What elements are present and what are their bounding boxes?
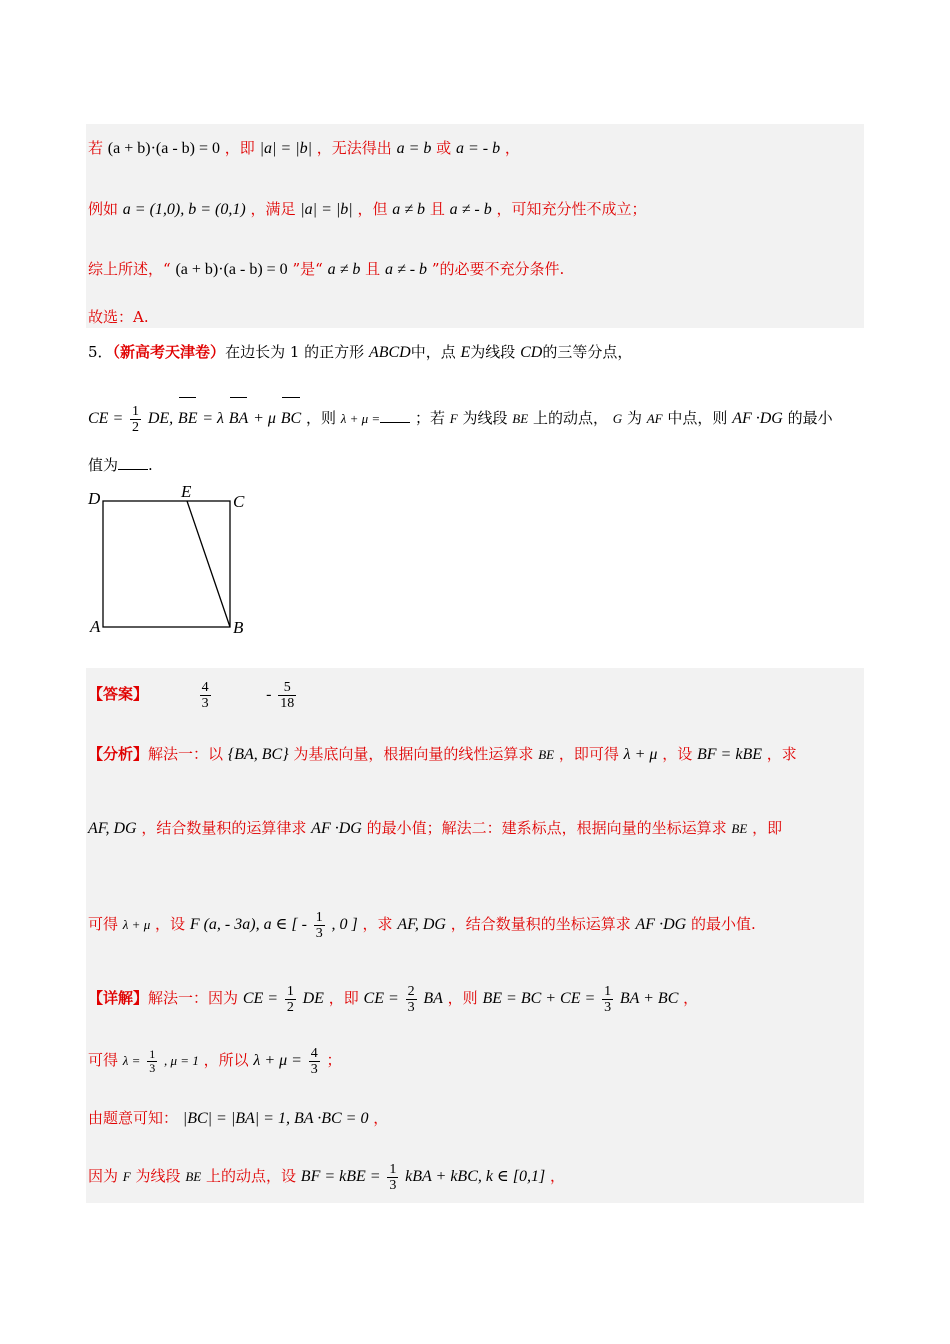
label-d: D bbox=[88, 489, 101, 508]
question-line-1: 5．（新高考天津卷）在边长为 1 的正方形 ABCD中，点 E为线段 CD的三等分点， bbox=[88, 343, 633, 361]
label-b: B bbox=[233, 618, 244, 637]
detail-line-1: 【详解】解法一：因为 CE = $\frac{1}{2}$ DE ，即 CE = $\frac{2}{3}$ BA ，则 BE = BC + CE = $\frac{1}{3}$ BA + BC ， bbox=[88, 983, 699, 1015]
label-a: A bbox=[90, 617, 101, 636]
label-e: E bbox=[181, 482, 192, 501]
fraction-one-third: $\frac{1}{3}$ bbox=[315, 909, 323, 941]
answer-label: 【答案】 bbox=[88, 685, 149, 703]
solution-line-4: 故选：A. bbox=[88, 308, 149, 326]
detail-label: 【详解】 bbox=[88, 989, 149, 1007]
solution-line-3: 综上所述，“ (a + b)·(a - b) = 0 ”是“ a ≠ b 且 a ≠ - b ”的必要不充分条件. bbox=[88, 260, 565, 278]
analysis-line-3: 可得 λ + μ ，设 F (a, - 3a), a ∈ [ - $\frac{1}{3}$ , 0 ] ，求 AF, DG ，结合数量积的坐标运算求 AF ·DG 的最小值. bbox=[88, 909, 756, 941]
answer-1: $\frac{4}{3}$ bbox=[201, 679, 209, 711]
square-figure bbox=[80, 480, 260, 640]
segment-eb bbox=[187, 501, 230, 627]
solution-line-1: 若 (a + b)·(a - b) = 0 ，即 |a| = |b| ，无法得出 a = b 或 a = - b ， bbox=[88, 139, 520, 157]
question-line-2: CE = $\frac{1}{2}$ DE, BE = λ BA + μ BC ，则 λ + μ = ；若 F 为线段 BE 上的动点， G 为 AF 中点，则 AF ·DG 的最小 bbox=[88, 400, 833, 440]
analysis-label: 【分析】 bbox=[88, 745, 149, 763]
fraction-half: $\frac{1}{2}$ bbox=[132, 403, 140, 435]
label-c: C bbox=[233, 492, 245, 511]
answer-blank-2[interactable] bbox=[118, 455, 148, 470]
square-abcd bbox=[103, 501, 230, 627]
solution-line-2: 例如 a = (1,0), b = (0,1) ，满足 |a| = |b| ，但 a ≠ b 且 a ≠ - b ，可知充分性不成立； bbox=[88, 200, 647, 218]
answer-blank-1[interactable] bbox=[380, 408, 410, 423]
answer-2: $\frac{5}{18}$ bbox=[280, 679, 295, 711]
detail-line-4: 因为 F 为线段 BE 上的动点，设 BF = kBE = $\frac{1}{3}$ kBA + kBC, k ∈ [0,1] ， bbox=[88, 1161, 566, 1193]
detail-line-3: 由题意可知： |BC| = |BA| = 1, BA ·BC = 0 ， bbox=[88, 1109, 389, 1127]
analysis-line-1: 【分析】解法一：以 {BA, BC} 为基底向量，根据向量的线性运算求 BE ，即可得 λ + μ ，设 BF = kBE ，求 bbox=[88, 745, 797, 763]
question-line-3: 值为 . bbox=[88, 456, 153, 474]
analysis-line-2: AF, DG ，结合数量积的运算律求 AF ·DG 的最小值；解法二：建系标点，根据向量的坐标运算求 BE ，即 bbox=[88, 819, 783, 837]
detail-line-2: 可得 λ = $\frac{1}{3}$ , μ = 1 ，所以 λ + μ = $\frac{4}{3}$ ； bbox=[88, 1045, 342, 1077]
answer-line: 【答案】 $\frac{4}{3}$ - $\frac{5}{18}$ bbox=[88, 679, 295, 711]
